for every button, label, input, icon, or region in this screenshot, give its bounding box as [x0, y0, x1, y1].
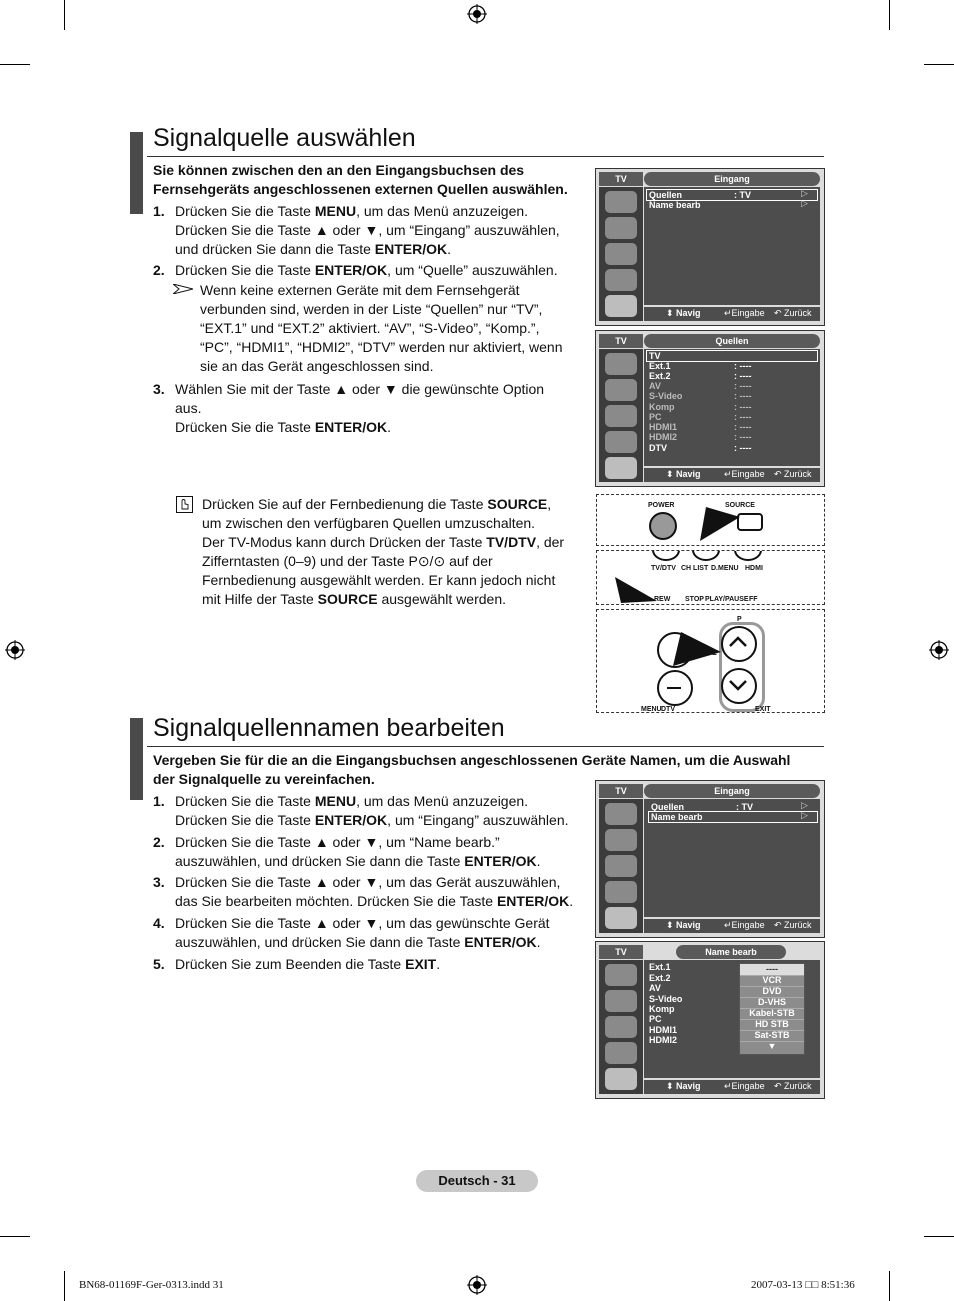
section-title: Signalquellennamen bearbeiten — [153, 714, 505, 742]
submenu-arrow-icon: ▷ — [801, 800, 808, 810]
menu-item[interactable]: Name bearb — [649, 200, 701, 210]
menu-item[interactable]: Komp — [649, 402, 675, 412]
note-text: Wenn keine externen Geräte mit dem Fernsehgerät verbunden sind, werden in der Liste “Quellen” nur “TV”, “EXT.1” und “EXT.2” aktiviert. “AV”, “S-Video”, “Komp.”, “PC”, “HDMI1”, “HDMI2”, “DTV” werden nur aktiviert, wenn sie an das Gerät angeschlossen sind. — [200, 282, 563, 374]
stop-label: STOP — [685, 596, 704, 603]
menu-label: MENU — [641, 706, 662, 713]
power-button-icon — [649, 512, 677, 540]
menu-footer: ⬍ Navig ↵Eingabe ↶ Zurück — [644, 919, 820, 933]
divider — [147, 156, 824, 157]
note-arrow-icon — [173, 284, 193, 294]
dmenu-label: D.MENU — [711, 565, 739, 572]
source-label: SOURCE — [725, 502, 755, 509]
menu-item[interactable]: Ext.1 — [649, 361, 671, 371]
step: 2. Drücken Sie die Taste ▲ oder ▼, um “Name bearb.” auszuwählen, und drücken Sie dann die Taste ENTER/OK. — [153, 834, 541, 869]
sound-icon — [605, 990, 637, 1012]
menu-item-value: : ---- — [734, 381, 752, 391]
picture-icon — [605, 964, 637, 986]
submenu-arrow-icon: ▷ — [801, 810, 808, 820]
name-option[interactable]: Sat-STB — [740, 1030, 804, 1042]
menu-sidebar — [599, 349, 643, 482]
tv-menu-name-bearb — [595, 941, 825, 1099]
menu-item[interactable]: DTV — [649, 443, 667, 453]
menu-item-value: : ---- — [734, 402, 752, 412]
menu-item-value: : TV — [734, 190, 751, 200]
menu-item[interactable]: Ext.1 — [649, 962, 671, 972]
tv-label: TV — [599, 172, 643, 186]
crop-mark — [889, 0, 890, 30]
pointer-arrow-icon — [667, 628, 723, 668]
crop-mark — [924, 64, 954, 65]
crop-mark — [889, 1271, 890, 1301]
menu-footer: ⬍ Navig ↵Eingabe ↶ Zurück — [644, 468, 820, 482]
intro-text: Vergeben Sie für die an die Eingangsbuchsen angeschlossenen Geräte Namen, um die Auswahl der Signalquelle zu vereinfachen. — [153, 752, 791, 787]
selection-highlight — [646, 350, 818, 362]
tip-text: Drücken Sie auf der Fernbedienung die Taste SOURCE, um zwischen den verfügbaren Quellen umzuschalten. Der TV-Modus kann durch Drücken der Taste TV/DTV, der Zifferntasten (0–9) und der Taste P⊙/⊙ auf der Fernbedienung ausgewählt werden. Er kann jedoch nicht mit Hilfe der Taste SOURCE ausgewählt werden. — [202, 496, 565, 607]
menu-sidebar — [599, 960, 643, 1094]
section-bar — [130, 718, 143, 800]
menu-item[interactable]: Komp — [649, 1004, 675, 1014]
exit-label: EXIT — [755, 706, 771, 713]
menu-sidebar — [599, 187, 643, 321]
setup-icon — [605, 431, 637, 453]
menu-item[interactable]: Quellen — [651, 802, 685, 812]
menu-item[interactable]: S-Video — [649, 391, 683, 401]
name-option[interactable]: HD STB — [740, 1019, 804, 1031]
input-icon — [605, 907, 637, 929]
menu-item[interactable]: Ext.2 — [649, 973, 671, 983]
tvdtv-label: TV/DTV — [651, 565, 676, 572]
print-date: 2007-03-13 □□ 8:51:36 — [751, 1279, 855, 1291]
chevron-up-icon — [728, 636, 748, 648]
channel-icon — [605, 243, 637, 265]
intro-text: Sie können zwischen den an den Eingangsbuchsen des Fernsehgeräts angeschlossenen externen Quellen auswählen. — [153, 162, 568, 197]
menu-item[interactable]: Name bearb — [651, 812, 703, 822]
crop-mark — [64, 0, 65, 30]
name-option[interactable]: VCR — [740, 975, 804, 987]
dtv-label: DTV — [661, 706, 675, 713]
menu-item[interactable]: HDMI1 — [649, 422, 678, 432]
power-label: POWER — [648, 502, 675, 509]
step: 3. Drücken Sie die Taste ▲ oder ▼, um das Gerät auszuwählen, das Sie bearbeiten möchten. Drücken Sie die Taste ENTER/OK. — [153, 874, 574, 909]
step: 1. Drücken Sie die Taste MENU, um das Menü anzuzeigen. Drücken Sie die Taste ▲ oder ▼, um “Eingang” auszuwählen, und drücken Sie dann die Taste ENTER/OK. — [153, 203, 560, 257]
menu-title: Name bearb — [676, 945, 786, 959]
hdmi-label: HDMI — [745, 565, 763, 572]
step: 1. Drücken Sie die Taste MENU, um das Menü anzuzeigen. Drücken Sie die Taste ENTER/OK, um “Eingang” auszuwählen. — [153, 793, 569, 828]
menu-sidebar — [599, 799, 643, 933]
menu-item-value: : ---- — [734, 432, 752, 442]
round-button-icon — [652, 550, 680, 561]
pointer-arrow-icon — [692, 503, 742, 543]
menu-item-value: : ---- — [734, 371, 752, 381]
pointer-arrow-icon — [611, 573, 661, 605]
sound-icon — [605, 829, 637, 851]
tip-hand-icon — [176, 496, 193, 513]
step: 3. Wählen Sie mit der Taste ▲ oder ▼ die gewünschte Option aus. Drücken Sie die Taste ENTER/OK. — [153, 381, 545, 435]
scroll-down-icon[interactable]: ▼ — [767, 1041, 777, 1051]
menu-item-value: : TV — [736, 802, 753, 812]
menu-item[interactable]: S-Video — [649, 994, 683, 1004]
registration-mark-icon — [467, 1275, 487, 1295]
menu-item[interactable]: HDMI2 — [649, 1035, 678, 1045]
menu-title: Eingang — [644, 784, 820, 798]
name-option[interactable]: D-VHS — [740, 997, 804, 1009]
input-icon — [605, 1068, 637, 1090]
setup-icon — [605, 269, 637, 291]
menu-item-value: : ---- — [734, 361, 752, 371]
picture-icon — [605, 353, 637, 375]
remote-image-channel — [596, 609, 825, 713]
menu-body — [644, 960, 820, 1078]
page-number-badge: Deutsch - 31 — [416, 1170, 538, 1192]
menu-item[interactable]: PC — [649, 1014, 662, 1024]
registration-mark-icon — [929, 640, 949, 660]
step: 4. Drücken Sie die Taste ▲ oder ▼, um das gewünschte Gerät auszuwählen, und drücken Sie dann die Taste ENTER/OK. — [153, 915, 550, 950]
tv-menu-eingang-2 — [595, 780, 825, 938]
name-option[interactable]: DVD — [740, 986, 804, 998]
crop-mark — [0, 64, 30, 65]
menu-body — [644, 187, 820, 305]
menu-item[interactable]: PC — [649, 412, 662, 422]
chevron-down-icon — [728, 679, 748, 691]
menu-item-value: : ---- — [734, 412, 752, 422]
menu-item-value: : ---- — [734, 422, 752, 432]
tv-menu-quellen — [595, 330, 825, 487]
divider — [147, 746, 824, 747]
submenu-arrow-icon: ▷ — [801, 188, 808, 198]
menu-item[interactable]: Quellen — [649, 190, 683, 200]
registration-mark-icon — [467, 4, 487, 24]
section-title: Signalquelle auswählen — [153, 124, 416, 152]
picture-icon — [605, 803, 637, 825]
tv-label: TV — [599, 334, 643, 348]
name-option[interactable]: ---- — [740, 964, 804, 976]
menu-item[interactable]: TV — [649, 351, 661, 361]
remote-image-power-source — [596, 494, 825, 546]
input-icon — [605, 295, 637, 317]
menu-body — [644, 799, 820, 917]
name-option[interactable]: Kabel-STB — [740, 1008, 804, 1020]
setup-icon — [605, 881, 637, 903]
menu-footer: ⬍ Navig ↵Eingabe ↶ Zurück — [644, 1080, 820, 1094]
button-row — [652, 550, 777, 557]
rew-label: REW — [654, 596, 671, 603]
ff-label: FF — [749, 596, 758, 603]
menu-item-value: : ---- — [734, 443, 752, 453]
playpause-label: PLAY/PAUSE — [705, 596, 749, 603]
file-info: BN68-01169F-Ger-0313.indd 31 — [79, 1279, 224, 1291]
crop-mark — [64, 1271, 65, 1301]
step: 2. Drücken Sie die Taste ENTER/OK, um “Quelle” auszuwählen. — [153, 262, 558, 278]
menu-item[interactable]: AV — [649, 381, 661, 391]
step: 5. Drücken Sie zum Beenden die Taste EXIT. — [153, 956, 441, 972]
name-options-list[interactable] — [739, 963, 805, 1055]
tv-label: TV — [599, 945, 643, 959]
menu-item[interactable]: HDMI1 — [649, 1025, 678, 1035]
channel-icon — [605, 1016, 637, 1038]
channel-icon — [605, 855, 637, 877]
p-label: P — [737, 616, 742, 623]
crop-mark — [924, 1236, 954, 1237]
menu-title: Eingang — [644, 172, 820, 186]
menu-body — [644, 349, 820, 466]
menu-item[interactable]: AV — [649, 983, 661, 993]
tv-label: TV — [599, 784, 643, 798]
registration-mark-icon — [5, 640, 25, 660]
menu-item[interactable]: Ext.2 — [649, 371, 671, 381]
menu-item-value: : ---- — [734, 391, 752, 401]
round-button-icon — [734, 550, 762, 561]
setup-icon — [605, 1042, 637, 1064]
input-icon — [605, 457, 637, 479]
sound-icon — [605, 217, 637, 239]
menu-title: Quellen — [644, 334, 820, 348]
menu-footer: ⬍ Navig ↵Eingabe ↶ Zurück — [644, 307, 820, 321]
tv-menu-eingang — [595, 168, 825, 326]
menu-item[interactable]: HDMI2 — [649, 432, 678, 442]
crop-mark — [0, 1236, 30, 1237]
picture-icon — [605, 191, 637, 213]
submenu-arrow-icon: ▷ — [801, 198, 808, 208]
minus-glyph — [667, 687, 681, 689]
sound-icon — [605, 379, 637, 401]
chlist-label: CH LIST — [681, 565, 709, 572]
section-bar — [130, 132, 143, 214]
channel-icon — [605, 405, 637, 427]
remote-image-tvdtv — [596, 550, 825, 605]
round-button-icon — [692, 550, 720, 561]
